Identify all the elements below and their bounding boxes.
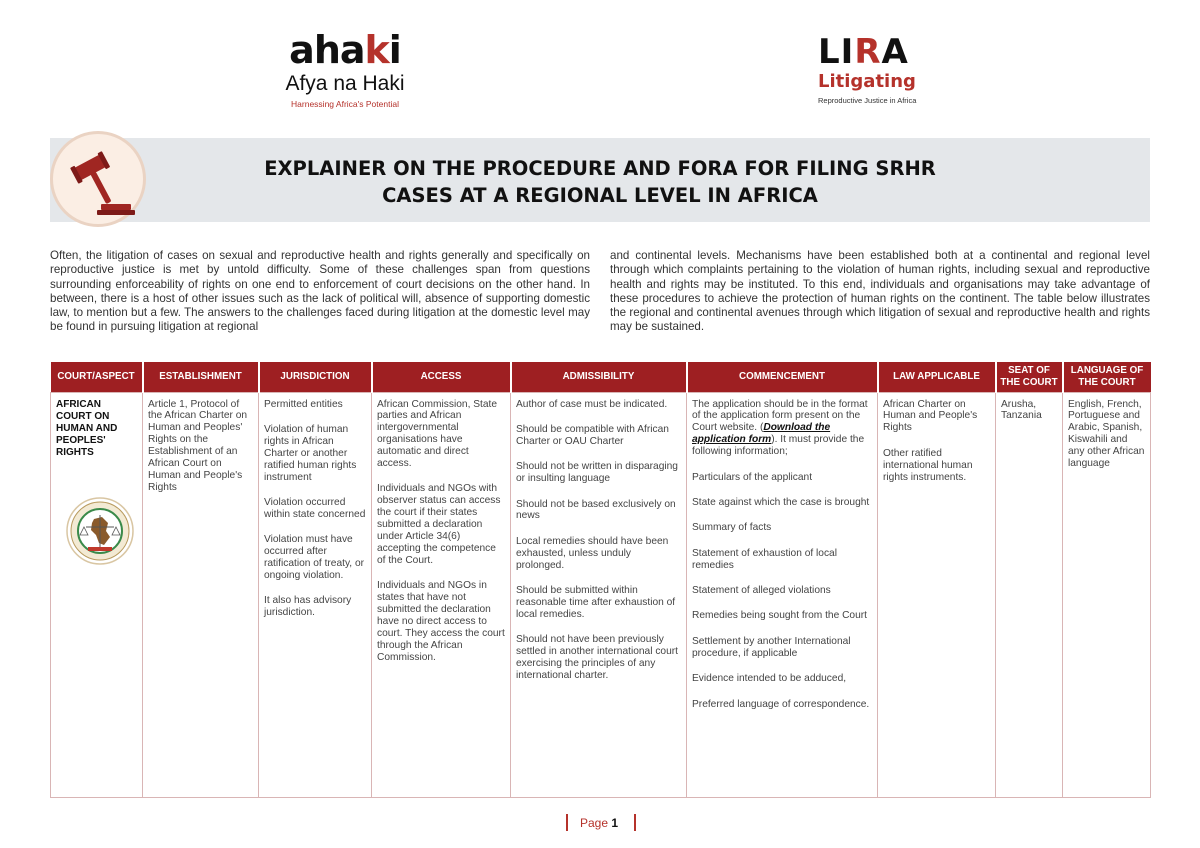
commencement-item: State against which the case is brought: [692, 496, 870, 508]
admissibility-item: Should be compatible with African Charter or OAU Charter: [516, 423, 669, 447]
admissibility-item: Should not have been previously settled in another international court exercising the principles of any international charter.: [516, 634, 678, 681]
page-footer: [566, 814, 636, 832]
header-admissibility: ADMISSIBILITY: [511, 362, 687, 392]
commencement-item: Statement of exhaustion of local remedies: [692, 547, 837, 571]
commencement-item: Preferred language of correspondence.: [692, 698, 870, 710]
gavel-badge: [50, 131, 146, 227]
jurisdiction-item: Violation occurred within state concerned: [264, 496, 366, 520]
jurisdiction-item: Permitted entities: [264, 398, 343, 410]
commencement-item: Statement of alleged violations: [692, 585, 831, 597]
court-seal-icon: [66, 497, 134, 565]
admissibility-item: Should be submitted within reasonable time after exhaustion of local remedies.: [516, 585, 676, 620]
cell-commencement: [687, 392, 878, 797]
table-row: [51, 392, 1151, 797]
header-language: LANGUAGE OF THE COURT: [1063, 362, 1151, 392]
access-item: Individuals and NGOs with observer status can access the court if their states submitted a declaration under Article 34(6) accepting the competence of the Court.: [377, 483, 501, 566]
cell-law-applicable: [878, 392, 996, 797]
lira-logo-tagline: Reproductive Justice in Africa: [818, 96, 917, 105]
admissibility-item: Local remedies should have been exhausted, unless unduly prolonged.: [516, 535, 669, 571]
ahaki-logo-tagline: Harnessing Africa's Potential: [291, 99, 399, 109]
header-jurisdiction: JURISDICTION: [259, 362, 372, 392]
jurisdiction-item: Violation must have occurred after ratification of treaty, or ongoing violation.: [264, 534, 365, 581]
commencement-item: Evidence intended to be adduced,: [692, 673, 847, 685]
page-number: Page 1: [580, 816, 619, 830]
intro-paragraph-left: Often, the litigation of cases on sexual and reproductive health and rights generally and specifically on reproductive justice is met by untold difficulty. Some of these challenges span from questions surrounding enforceability of rights on one end to enforcement of court decisions on the other hand. In between, there is a host of other issues such as the lack of political will, absence of supporting domestic law, to mention but a few. The answers to the challenges faced during litigation at the domestic level may be found in pursuing litigation at regional: [50, 249, 590, 334]
cell-seat: [996, 392, 1063, 797]
admissibility-item: Should not be based exclusively on news: [516, 498, 676, 522]
ahaki-logo-subtitle: Afya na Haki: [285, 72, 405, 95]
language-text: English, French, Portuguese and Arabic, Spanish, Kiswahili and any other African language: [1068, 398, 1145, 470]
jurisdiction-item: Violation of human rights in African Charter or another ratified human rights instrument: [264, 423, 357, 483]
lira-logo-subtitle: Litigating: [818, 71, 916, 92]
establishment-text: Article 1, Protocol of the African Charter on Human and Peoples' Rights on the Establishment of an African Court on Human and People's Rights: [148, 398, 248, 493]
gavel-icon: [61, 144, 137, 220]
commencement-item: Settlement by another International procedure, if applicable: [692, 635, 851, 659]
header-access: ACCESS: [372, 362, 511, 392]
ahaki-logo-wordmark: ahaki: [289, 28, 401, 72]
commencement-item: Remedies being sought from the Court: [692, 610, 867, 622]
admissibility-item: Should not be written in disparaging or insulting language: [516, 461, 678, 485]
cell-language: [1063, 392, 1151, 797]
header-seat: SEAT OF THE COURT: [996, 362, 1063, 392]
court-name: AFRICAN COURT ON HUMAN AND PEOPLES' RIGHTS: [56, 398, 118, 458]
commencement-item: Summary of facts: [692, 522, 772, 534]
commencement-item: Particulars of the applicant: [692, 471, 813, 483]
lira-logo-wordmark: LIRA: [818, 32, 909, 72]
page-title-line-1: EXPLAINER ON THE PROCEDURE AND FORA FOR FILING SRHR: [264, 157, 936, 180]
access-item: Individuals and NGOs in states that have not submitted the declaration have no direct access to court. They access the court through the African Commission.: [377, 580, 505, 663]
law-item: African Charter on Human and People's Rights: [883, 398, 978, 434]
cell-establishment: [143, 392, 259, 797]
header-court-aspect: COURT/ASPECT: [51, 362, 143, 392]
ahaki-logo: [272, 30, 418, 109]
page-title: [160, 155, 1040, 209]
download-application-form-link[interactable]: Download the application form: [692, 422, 831, 446]
footer-divider: [566, 814, 568, 831]
footer-divider: [634, 814, 636, 831]
law-item: Other ratified international human rights instruments.: [883, 447, 973, 483]
commencement-intro: The application should be in the format of the application form present on the Court website. (Download the application form). It must provide the following information;: [692, 398, 868, 458]
admissibility-item: Author of case must be indicated.: [516, 398, 668, 410]
table-header-row: [51, 362, 1151, 392]
cell-jurisdiction: [259, 392, 372, 797]
cell-access: [372, 392, 511, 797]
header-commencement: COMMENCEMENT: [687, 362, 878, 392]
header-law-applicable: LAW APPLICABLE: [878, 362, 996, 392]
header-establishment: ESTABLISHMENT: [143, 362, 259, 392]
seat-text: Arusha, Tanzania: [1001, 398, 1042, 422]
page-title-line-2: CASES AT A REGIONAL LEVEL IN AFRICA: [382, 184, 818, 207]
courts-table: [50, 362, 1151, 798]
intro-paragraph-right: and continental levels. Mechanisms have been established both at a continental and regional level through which complaints pertaining to the violation of human rights, including sexual and reproductive health and rights may be instituted. To this end, individuals and organisations may take advantage of these procedures to achieve the protection of human rights on the continent. The table below illustrates the regional and continental avenues through which litigation of sexual and reproductive health and rights may be sustained.: [610, 249, 1150, 334]
jurisdiction-item: It also has advisory jurisdiction.: [264, 595, 352, 619]
cell-court: [51, 392, 143, 797]
lira-logo: [818, 34, 938, 105]
cell-admissibility: [511, 392, 687, 797]
access-item: African Commission, State parties and African intergovernmental organisations have automatic and direct access.: [377, 398, 498, 470]
